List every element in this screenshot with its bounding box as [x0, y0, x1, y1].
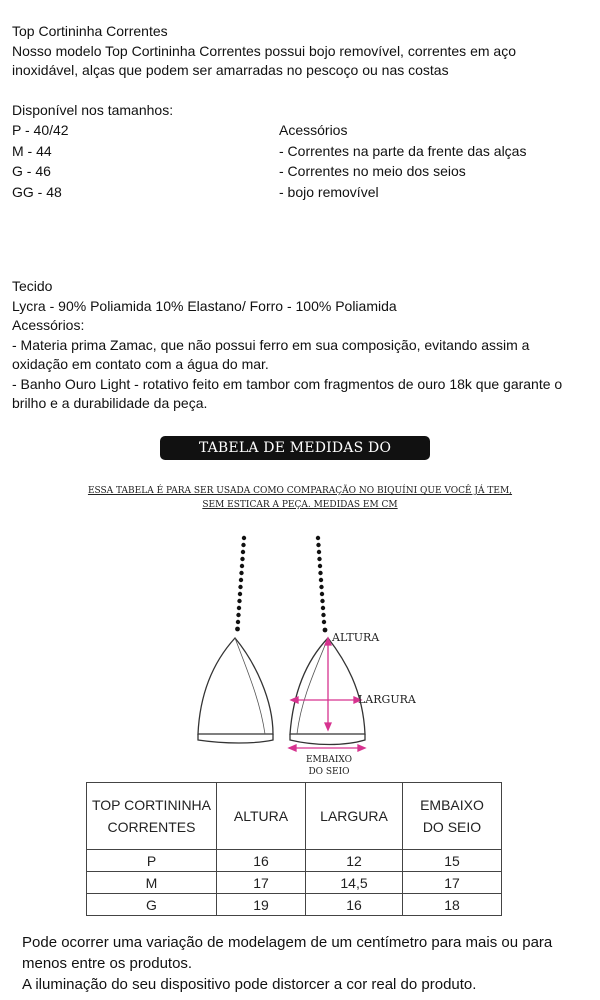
bikini-top-diagram: [185, 530, 435, 780]
accessory-item: - bojo removível: [279, 183, 379, 200]
accessories-list: [279, 120, 526, 202]
size-table-header: [87, 783, 502, 850]
left-cup: [198, 638, 273, 734]
product-description-cont: inoxidável, alças que podem ser amarradas no pescoço ou nas costas: [12, 62, 449, 78]
table-cell: 19: [217, 894, 306, 916]
table-cell: 12: [306, 850, 403, 872]
product-title: Top Cortininha Correntes: [12, 23, 168, 39]
note-line: SEM ESTICAR A PEÇA. MEDIDAS EM CM: [202, 500, 398, 510]
sizes-list: [12, 120, 69, 202]
embaixo-label: EMBAIXO: [305, 755, 353, 765]
accessories-heading: Acessórios: [279, 122, 348, 138]
size-table: [86, 782, 502, 916]
right-chain: [316, 536, 328, 633]
table-cell: 17: [217, 872, 306, 894]
header-cell: LARGURA: [306, 783, 403, 850]
product-description: Nosso modelo Top Cortininha Correntes possui bojo removível, correntes em aço: [12, 42, 516, 59]
fabric-accessories-heading: Acessórios:: [12, 317, 85, 333]
embaixo-label-2: DO SEIO: [308, 767, 350, 777]
fabric-composition: Lycra - 90% Poliamida 10% Elastano/ Forro - 100% Poliamida: [12, 297, 397, 314]
altura-label: ALTURA: [332, 631, 380, 644]
size-table-note: [50, 484, 550, 512]
fabric-section: [12, 277, 562, 414]
table-cell: 16: [217, 850, 306, 872]
gold-text: - Banho Ouro Light - rotativo feito em tambor com fragmentos de ouro 18k que garante o: [12, 375, 563, 392]
size-item: GG - 48: [12, 183, 62, 200]
fabric-heading: Tecido: [12, 278, 53, 294]
table-cell: G: [87, 894, 217, 916]
accessory-item: - Correntes no meio dos seios: [279, 163, 466, 179]
note-line: ESSA TABELA É PARA SER USADA COMO COMPARAÇÃO NO BIQUÍNI QUE VOCÊ JÁ TEM,: [87, 486, 513, 496]
header-cell: EMBAIXO DO SEIO: [403, 783, 502, 850]
header-cell: TOP CORTININHA CORRENTES: [87, 783, 217, 850]
size-item: P - 40/42: [12, 122, 69, 138]
sizes-heading: Disponível nos tamanhos:: [12, 102, 174, 118]
table-cell: 14,5: [306, 872, 403, 894]
table-cell: M: [87, 872, 217, 894]
size-table-title: TABELA DE MEDIDAS DO PRODUTO: [160, 436, 430, 460]
table-row: [87, 894, 502, 916]
disclaimer-line: Pode ocorrer uma variação de modelagem de um centímetro para mais ou para: [22, 934, 553, 951]
size-item: M - 44: [12, 142, 52, 159]
table-cell: P: [87, 850, 217, 872]
table-cell: 15: [403, 850, 502, 872]
table-cell: 16: [306, 894, 403, 916]
largura-label: LARGURA: [358, 693, 416, 706]
product-intro: [12, 22, 516, 81]
table-cell: 17: [403, 872, 502, 894]
disclaimer-line: menos entre os produtos.: [22, 955, 193, 972]
accessory-item: - Correntes na parte da frente das alças: [279, 142, 527, 159]
header-cell: ALTURA: [217, 783, 306, 850]
table-cell: 18: [403, 894, 502, 916]
disclaimer-line: A iluminação do seu dispositivo pode distorcer a cor real do produto.: [22, 976, 477, 993]
size-item: G - 46: [12, 163, 51, 179]
disclaimer: [22, 932, 592, 995]
table-row: [87, 872, 502, 894]
gold-text-cont: brilho e a durabilidade da peça.: [12, 395, 208, 411]
zamac-text-cont: oxidação em contato com a água do mar.: [12, 356, 269, 372]
left-chain: [235, 536, 246, 632]
table-row: [87, 850, 502, 872]
zamac-text: - Materia prima Zamac, que não possui ferro em sua composição, evitando assim a: [12, 336, 530, 353]
